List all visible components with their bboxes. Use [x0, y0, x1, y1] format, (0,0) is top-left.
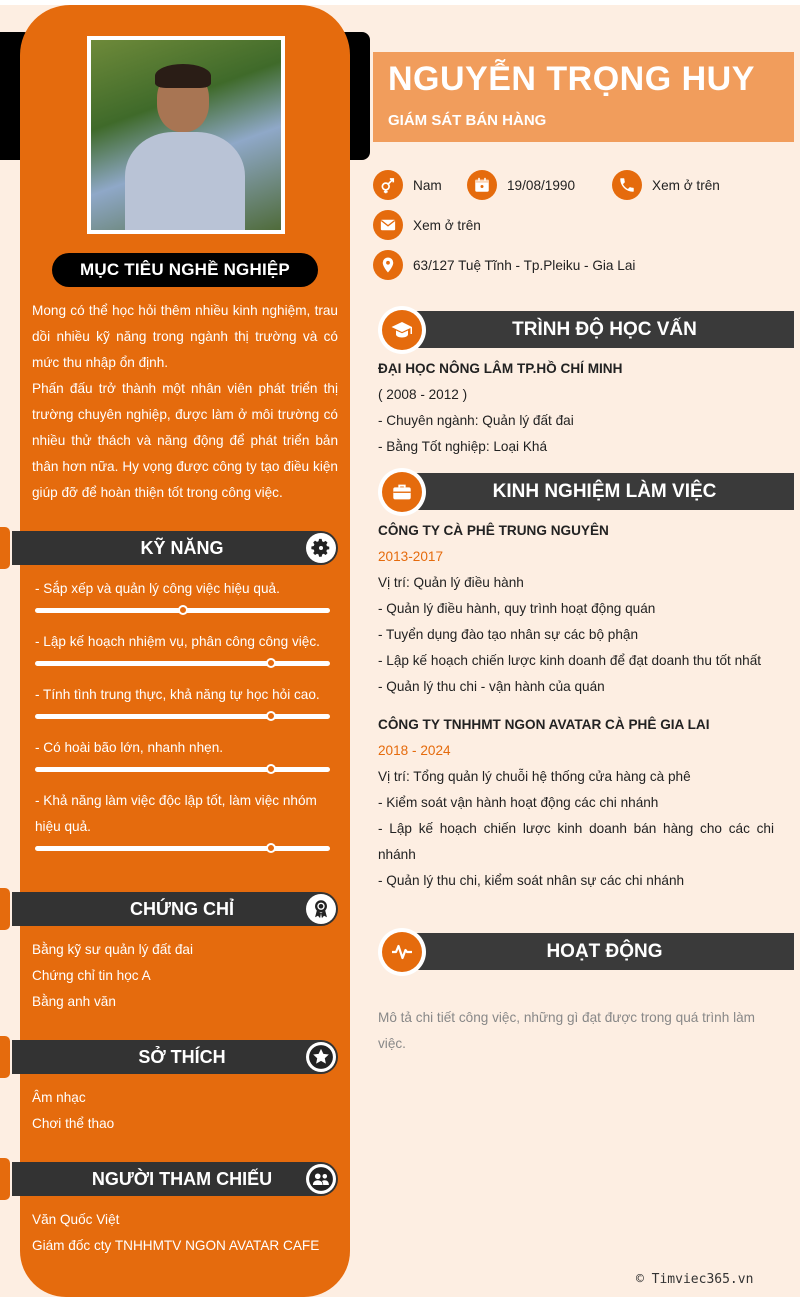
photo-shirt — [125, 132, 245, 234]
objective-title: MỤC TIÊU NGHỀ NGHIỆP — [52, 253, 318, 287]
location-pin-icon — [373, 250, 403, 280]
users-icon — [306, 1164, 336, 1194]
skill-level-1 — [178, 605, 188, 615]
job-line: - Lập kế hoạch chiến lược kinh doanh bán hàng cho các chi nhánh — [378, 821, 774, 862]
education-degree: - Bằng Tốt nghiệp: Loại Khá — [378, 439, 548, 454]
job-line: - Quản lý điều hành, quy trình hoạt động quán — [378, 601, 656, 616]
activities-title: HOẠT ĐỘNG — [546, 940, 663, 962]
pulse-icon — [382, 932, 422, 972]
gender-text: Nam — [413, 177, 442, 193]
activities-header — [415, 933, 794, 970]
education-major: - Chuyên ngành: Quản lý đất đai — [378, 413, 574, 428]
contact-email — [373, 210, 481, 240]
name-header — [373, 52, 794, 142]
job-company: CÔNG TY TNHHMT NGON AVATAR CÀ PHÊ GIA LAI — [378, 717, 710, 732]
experience-title: KINH NGHIỆM LÀM VIỆC — [492, 480, 717, 502]
job-1 — [378, 518, 774, 700]
hobbies-list — [32, 1085, 332, 1137]
gear-icon — [306, 533, 336, 563]
photo-hair — [155, 64, 211, 88]
skill-bar-2 — [35, 661, 330, 666]
skill-level-3 — [266, 711, 276, 721]
school-name: ĐẠI HỌC NÔNG LÂM TP.HỒ CHÍ MINH — [378, 361, 623, 376]
star-icon — [306, 1042, 336, 1072]
activities-description: Mô tả chi tiết công việc, những gì đạt được trong quá trình làm việc. — [378, 1010, 755, 1051]
school-years: ( 2008 - 2012 ) — [378, 387, 468, 402]
job-company: CÔNG TY CÀ PHÊ TRUNG NGUYÊN — [378, 523, 609, 538]
certificate-item: Chứng chỉ tin học A — [32, 968, 151, 983]
skill-bar-3 — [35, 714, 330, 719]
avatar-photo — [87, 36, 285, 234]
references-list — [32, 1207, 332, 1259]
phone-icon — [612, 170, 642, 200]
briefcase-icon — [382, 472, 422, 512]
education-header — [415, 311, 794, 348]
objective-text: Mong có thể học hỏi thêm nhiều kinh nghiệm, trau dồi nhiều kỹ năng trong ngành thị trường và có mức thu nhập ổn định. Phấn đấu trở thành một nhân viên phát triển thị trường chuyên nghiệp, được làm ở môi trường có nhiều thử thách và năng động để phát triển bản thân hơn nữa. Hy vọng được công ty tạo điều kiện giúp đỡ để hoàn thiện tốt trong công việc. — [32, 303, 338, 500]
gender-icon — [373, 170, 403, 200]
phone-text: Xem ở trên — [652, 177, 720, 193]
job-line: - Lập kế hoạch chiến lược kinh doanh để đạt doanh thu tốt nhất — [378, 653, 762, 668]
certificates-tab — [0, 888, 10, 930]
certificates-list — [32, 937, 332, 1015]
envelope-icon — [373, 210, 403, 240]
contact-gender — [373, 170, 442, 200]
hobbies-title: SỞ THÍCH — [138, 1046, 226, 1067]
job-line: - Quản lý thu chi, kiểm soát nhân sự các chi nhánh — [378, 873, 685, 888]
skill-level-5 — [266, 843, 276, 853]
job-period: 2013-2017 — [378, 549, 444, 564]
certificate-item: Bằng anh văn — [32, 994, 116, 1009]
calendar-icon — [467, 170, 497, 200]
graduation-cap-icon — [382, 310, 422, 350]
email-text: Xem ở trên — [413, 217, 481, 233]
references-title: NGƯỜI THAM CHIẾU — [91, 1168, 273, 1189]
education-block — [378, 356, 774, 460]
hobbies-tab — [0, 1036, 10, 1078]
skill-item-1: - Sắp xếp và quản lý công việc hiệu quả. — [35, 581, 280, 596]
skill-bar-1 — [35, 608, 330, 613]
skill-item-3: - Tính tình trung thực, khả năng tự học hỏi cao. — [35, 687, 320, 702]
certificates-header — [12, 892, 338, 926]
contact-address — [373, 250, 635, 280]
certificate-item: Bằng kỹ sư quản lý đất đai — [32, 942, 193, 957]
award-icon — [306, 894, 336, 924]
job-line: - Tuyển dụng đào tạo nhân sự các bộ phận — [378, 627, 639, 642]
job-title: GIÁM SÁT BÁN HÀNG — [388, 112, 547, 129]
reference-name: Văn Quốc Việt — [32, 1212, 120, 1227]
skill-bar-5 — [35, 846, 330, 851]
references-tab — [0, 1158, 10, 1200]
reference-position: Giám đốc cty TNHHMTV NGON AVATAR CAFE — [32, 1238, 320, 1253]
hobby-item: Âm nhạc — [32, 1090, 86, 1105]
education-title: TRÌNH ĐỘ HỌC VẤN — [512, 318, 697, 340]
job-line: Vị trí: Tổng quản lý chuỗi hệ thống cửa hàng cà phê — [378, 769, 691, 784]
birthday-text: 19/08/1990 — [507, 177, 576, 193]
hobby-item: Chơi thể thao — [32, 1116, 115, 1131]
experience-header — [415, 473, 794, 510]
hobbies-header — [12, 1040, 338, 1074]
experience-badge — [378, 468, 426, 516]
skill-item-2: - Lập kế hoạch nhiệm vụ, phân công công việc. — [35, 634, 320, 649]
skill-item-4: - Có hoài bão lớn, nhanh nhẹn. — [35, 740, 224, 755]
job-period: 2018 - 2024 — [378, 743, 451, 758]
contact-phone — [612, 170, 720, 200]
skill-item-5: - Khả năng làm việc độc lập tốt, làm việc nhóm hiệu quả. — [35, 793, 317, 834]
certificates-title: CHỨNG CHỈ — [130, 898, 234, 919]
contact-birthday — [467, 170, 575, 200]
full-name: NGUYỄN TRỌNG HUY — [388, 60, 755, 98]
address-text: 63/127 Tuệ Tĩnh - Tp.Pleiku - Gia Lai — [413, 257, 636, 273]
skill-level-2 — [266, 658, 276, 668]
job-line: - Quản lý thu chi - vận hành của quán — [378, 679, 605, 694]
education-badge — [378, 306, 426, 354]
job-line: Vị trí: Quản lý điều hành — [378, 575, 524, 590]
skills-header — [12, 531, 338, 565]
job-2 — [378, 712, 774, 894]
references-header — [12, 1162, 338, 1196]
skill-level-4 — [266, 764, 276, 774]
skill-bar-4 — [35, 767, 330, 772]
skills-title: KỸ NĂNG — [140, 537, 224, 558]
copyright: © Timviec365.vn — [636, 1272, 754, 1287]
activities-badge — [378, 928, 426, 976]
job-line: - Kiểm soát vận hành hoạt động các chi nhánh — [378, 795, 659, 810]
skills-tab — [0, 527, 10, 569]
